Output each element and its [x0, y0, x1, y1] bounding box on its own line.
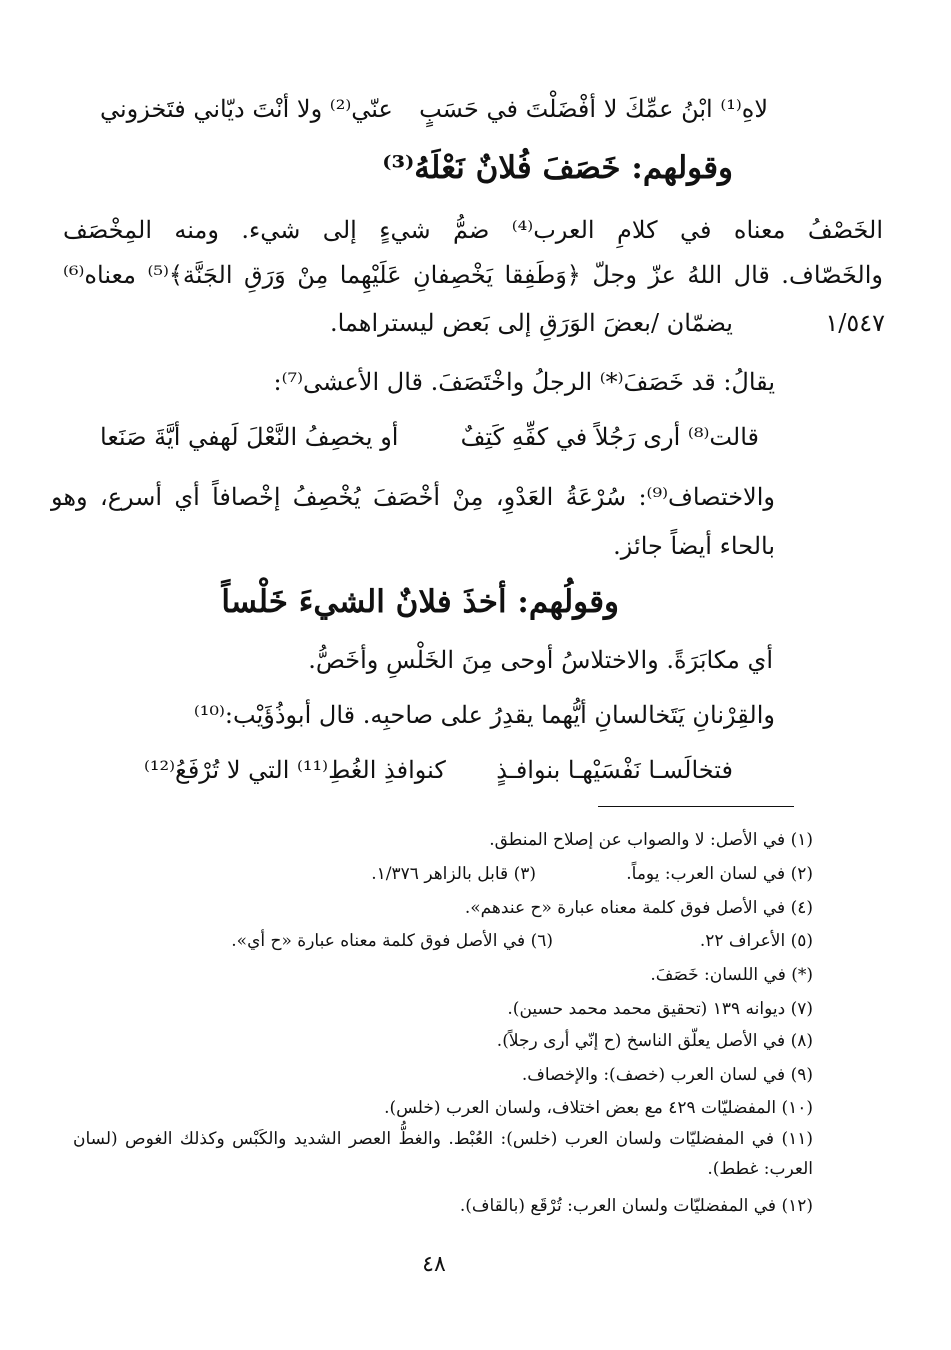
paragraph1-line1: الخَصْفُ معناه في كلامِ العرب⁽⁴⁾ ضمُّ شيءٍ إلى شيء. ومنه المِخْصَف	[63, 216, 883, 244]
paragraph5-line1: والقِرْنانِ يَتَخالسانِ أيُّهما يقدِرُ على صاحبِه. قال أبوذُؤَيْب:⁽¹⁰⁾	[193, 701, 775, 729]
paragraph1-line2: والخَصّاف. قال اللهُ عزّ وجلّ ﴿وَطَفِقا يَخْصِفانِ عَلَيْهِما مِنْ وَرَقِ الجَنَّة﴾⁽⁵⁾ معناه⁽⁶⁾	[63, 261, 884, 289]
footnote-6: (٦) في الأصل فوق كلمة معناه عبارة «ح أي».	[231, 931, 553, 951]
paragraph2-line1: يقالُ: قد خَصَفَ⁽*⁾ الرجلُ واخْتَصَفَ. قال الأعشى⁽⁷⁾:	[273, 368, 775, 396]
paragraph1-line3: يضمّان /بعضَ الوَرَقِ إلى بَعض ليستراهما.	[329, 309, 733, 337]
paragraph4-line1: أي مكابَرَةً. والاختلاسُ أوحى مِنَ الخَلْسِ وأخَصُّ.	[308, 646, 773, 674]
footnote-8: (٨) في الأصل يعلّق الناسخ (ح إنّي أرى رجلاً).	[496, 1031, 813, 1051]
footnote-3: (٣) قابل بالزاهر ١/٣٧٦.	[371, 864, 536, 884]
footnote-11: (١١) في المفضليّات ولسان العرب (خلس): العُبْط. والغطُّ العصر الشديد والكَبْس وكذلك الغوص (لسان العرب: غطط).	[73, 1129, 813, 1179]
verse1-first-hemistich: لاهِ⁽¹⁾ ابْنُ عمِّكَ لا أفْضَلْتَ في حَسَبٍ	[419, 95, 768, 123]
verse2-second-hemistich: أو يخصِفُ النَّعْلَ لَهفي أيَّةَ صَنَعا	[100, 423, 399, 451]
verse3-second-hemistich: كنوافذِ الغُطِ⁽¹¹⁾ التي لا تُرْفَعُ⁽¹²⁾	[144, 756, 446, 784]
paragraph3-line2: بالحاء أيضاً جائز.	[613, 532, 775, 560]
section-heading-khals: وقولُهم: أخذَ فلانٌ الشيءَ خَلْساً	[221, 584, 619, 620]
footnote-separator	[598, 806, 794, 807]
page-number: ٤٨	[422, 1252, 446, 1277]
footnote-star: (*) في اللسان: خَصَفَ.	[650, 965, 813, 985]
footnote-12: (١٢) في المفضليّات ولسان العرب: تُرْقَع (بالقاف).	[459, 1196, 813, 1216]
footnote-10: (١٠) المفضليّات ٤٢٩ مع بعض اختلاف، ولسان العرب (خلس).	[384, 1098, 813, 1118]
footnote-1: (١) في الأصل: لا والصواب عن إصلاح المنطق.	[489, 830, 813, 850]
footnote-9: (٩) في لسان العرب (خصف): والإخصاف.	[521, 1065, 813, 1085]
footnote-2: (٢) في لسان العرب: يوماً.	[626, 864, 813, 884]
verse3-first-hemistich: فتخالَسـا نَفْسَيْهـا بنوافـذٍ	[496, 756, 733, 784]
paragraph3-line1: والاختصاف⁽⁹⁾: سُرْعَةُ العَدْوِ، مِنْ أخْصَفَ يُخْصِفُ إخْصافاً أي أسرع، وهو	[51, 483, 775, 511]
footnote-5: (٥) الأعراف ٢٢.	[699, 931, 813, 951]
margin-folio-reference: ١/٥٤٧	[825, 309, 885, 337]
verse1-second-hemistich: عنّي⁽²⁾ ولا أنْتَ ديّاني فتَخزوني	[100, 95, 393, 123]
verse2-first-hemistich: قالت⁽⁸⁾ أرى رَجُلاً في كفِّهِ كَتِفٌ	[460, 423, 759, 451]
footnote-4: (٤) في الأصل فوق كلمة معناه عبارة «ح عندهم».	[464, 898, 813, 918]
footnote-7: (٧) ديوانه ١٣٩ (تحقيق محمد محمد حسين).	[507, 999, 813, 1019]
section-heading-khasaf: وقولهم: خَصَفَ فُلانٌ نَعْلَهُ⁽³⁾	[382, 150, 733, 186]
